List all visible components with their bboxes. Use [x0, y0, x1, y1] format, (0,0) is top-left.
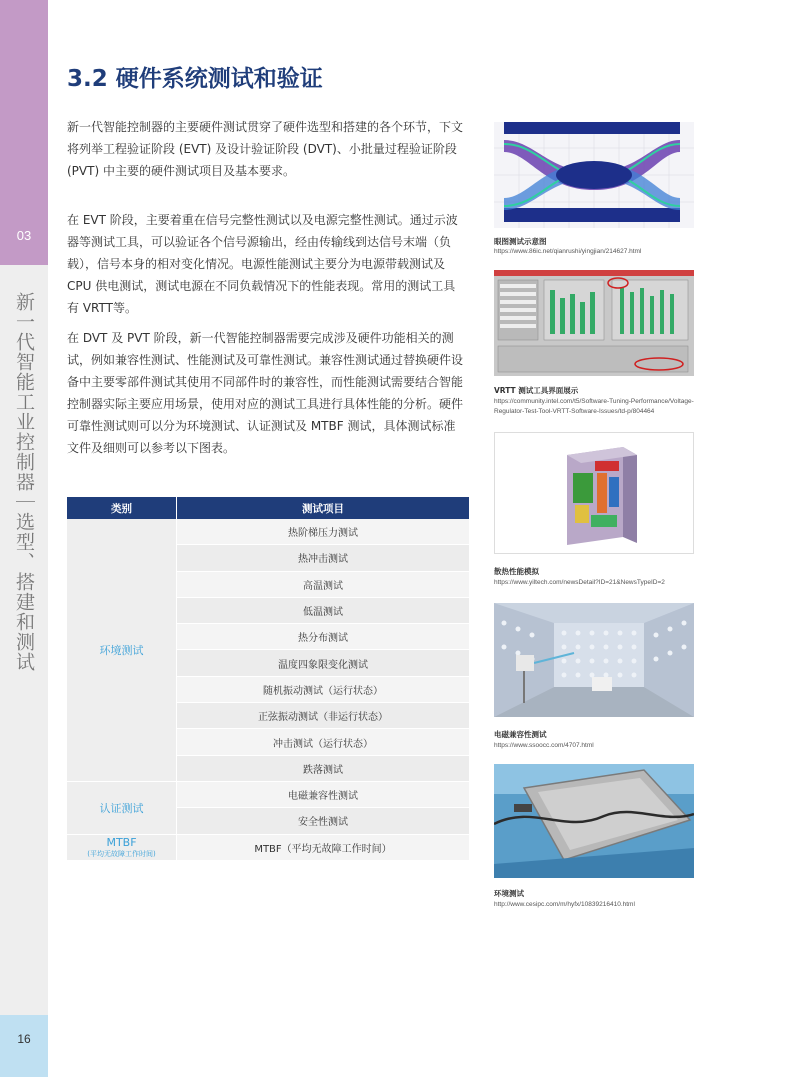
table-cell: 电磁兼容性测试 — [177, 782, 469, 808]
table-cell: 低温测试 — [177, 598, 469, 624]
figure-caption: 散热性能模拟 — [494, 567, 539, 576]
figure-caption: VRTT 测试工具界面展示 — [494, 386, 579, 395]
figure-url: https://www.ssoocc.com/4707.html — [494, 742, 594, 749]
hardware-test-table — [67, 497, 469, 861]
category-mtbf-label: MTBF — [106, 835, 137, 849]
column-header-test-item: 测试项目 — [177, 497, 469, 519]
figure-url: https://community.intel.com/t5/Software-Tuning-Performance/Voltage-Regulator-Test-Tool-VRTT-Software-Issues/td-p/804464 — [494, 398, 694, 415]
category-certification: 认证测试 — [67, 782, 177, 835]
figure-caption: 眼图测试示意图 — [494, 237, 547, 246]
table-cell: 高温测试 — [177, 572, 469, 598]
page-number-tab — [0, 1015, 48, 1077]
table-row — [67, 519, 469, 545]
column-header-category: 类别 — [67, 497, 177, 519]
table-cell: 热分布测试 — [177, 624, 469, 650]
environment-test-image — [494, 764, 694, 878]
emc-chamber-image — [494, 603, 694, 717]
category-environment: 环境测试 — [67, 519, 177, 782]
chapter-tab — [0, 0, 48, 265]
vrtt-tool-screenshot — [494, 270, 694, 376]
figure-url: https://www.86ic.net/qianrushi/yingjian/214627.html — [494, 248, 642, 255]
table-cell: 温度四象限变化测试 — [177, 650, 469, 676]
table-cell: MTBF（平均无故障工作时间） — [177, 835, 469, 861]
table-cell: 热冲击测试 — [177, 545, 469, 571]
vertical-document-title: 新一代智能工业控制器｜选型、搭建和测试 — [13, 292, 35, 672]
thermal-simulation-image — [494, 432, 694, 554]
table-header-row — [67, 497, 469, 519]
page-number: 16 — [17, 1032, 31, 1046]
figure-caption: 环境测试 — [494, 889, 524, 898]
paragraph-evt: 在 EVT 阶段，主要着重在信号完整性测试以及电源完整性测试。通过示波器等测试工具，可以验证各个信号源输出，经由传输线到达信号末端（负载），信号本身的相对变化情况。电源性能测试主要分为电源带载测试及 CPU 供电测试，测试电源在不同负载情况下的性能表现。常用的测试工具有 VRTT等。 — [67, 213, 458, 315]
section-heading: 3.2 硬件系统测试和验证 — [67, 66, 323, 92]
table-cell: 跌落测试 — [177, 756, 469, 782]
table-cell: 正弦振动测试（非运行状态） — [177, 703, 469, 729]
category-mtbf — [67, 835, 177, 861]
figure-url: https://www.yiltech.com/newsDetail?ID=21&NewsTypeID=2 — [494, 579, 665, 586]
figure-caption: 电磁兼容性测试 — [494, 730, 547, 739]
table-cell: 热阶梯压力测试 — [177, 519, 469, 545]
table-cell: 冲击测试（运行状态） — [177, 729, 469, 755]
figure-url: http://www.cesipc.com/m/hyfx/10839216410.html — [494, 901, 635, 908]
category-mtbf-sub: (平均无故障工作时间) — [87, 849, 156, 858]
eye-diagram-image — [494, 122, 694, 228]
paragraph-intro: 新一代智能控制器的主要硬件测试贯穿了硬件选型和搭建的各个环节，下文将列举工程验证阶段 (EVT) 及设计验证阶段 (DVT)、小批量过程验证阶段 (PVT) 中主要的硬件测试项目及基本要求。 — [67, 120, 464, 178]
chapter-number: 03 — [16, 228, 32, 243]
table-row — [67, 835, 469, 861]
table-row — [67, 782, 469, 808]
paragraph-dvt-pvt: 在 DVT 及 PVT 阶段，新一代智能控制器需要完成涉及硬件功能相关的测试，例如兼容性测试、性能测试及可靠性测试。兼容性测试通过替换硬件设备中主要零部件测试其使用不同部件时的兼容性，而性能测试需要结合智能控制器实际主要应用场景，使用对应的测试工具进行具体性能的分析。硬件可靠性测试则可以分为环境测试、认证测试及 MTBF 测试，具体测试标准文件及细则可以参考以下图表。 — [67, 331, 464, 455]
table-cell: 安全性测试 — [177, 808, 469, 834]
table-cell: 随机振动测试（运行状态） — [177, 677, 469, 703]
